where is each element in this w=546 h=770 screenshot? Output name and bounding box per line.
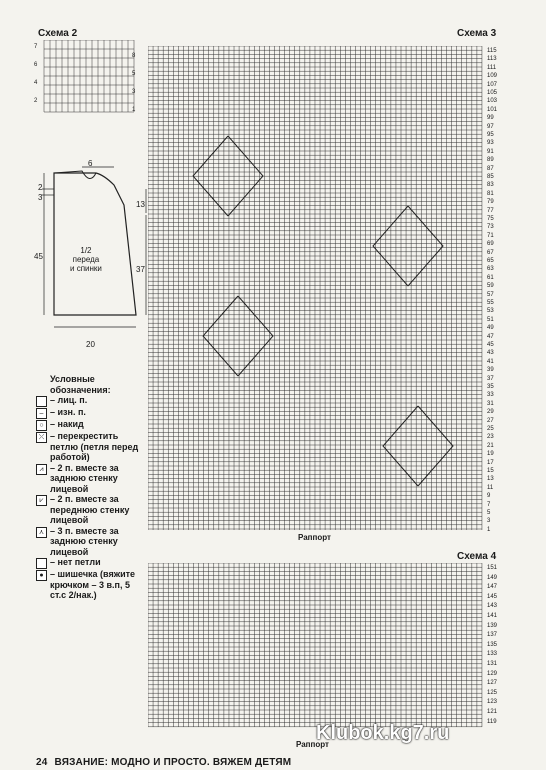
- row-number: 77: [487, 207, 494, 214]
- k2tog-back-icon: ⩘: [36, 464, 47, 475]
- row-number: 17: [487, 459, 494, 466]
- row-number: 107: [487, 81, 498, 88]
- row-number: 1: [487, 526, 491, 533]
- row-number: 8: [132, 53, 136, 59]
- legend-item-label: – перекрестить петлю (петля перед работой): [50, 431, 139, 462]
- row-number: 103: [487, 98, 498, 105]
- row-number: 81: [487, 190, 494, 197]
- grid-lines: [148, 563, 482, 727]
- no-stitch-icon: [36, 558, 47, 569]
- row-number: 133: [487, 651, 498, 658]
- scheme3-motifs: [193, 136, 453, 486]
- row-number: 27: [487, 417, 494, 424]
- pattern-h-right-top: 13: [136, 200, 145, 209]
- legend-item-label: – 2 п. вместе за заднюю стенку лицевой: [50, 462, 119, 494]
- grid-lines: [148, 46, 482, 530]
- row-number: 125: [487, 689, 498, 696]
- legend-item-label: – 2 п. вместе за переднюю стенку лицевой: [50, 494, 130, 525]
- pattern-width-top: 6: [88, 159, 93, 168]
- yarnover-symbol-icon: ○: [36, 420, 47, 431]
- row-number: 59: [487, 283, 494, 290]
- row-number: 111: [487, 64, 497, 71]
- row-number: 33: [487, 392, 494, 399]
- pattern-h-left: 45: [34, 252, 43, 261]
- row-number: 137: [487, 632, 498, 639]
- legend-item-label: – 3 п. вместе за заднюю стенку лицевой: [50, 525, 119, 557]
- row-number: 123: [487, 699, 498, 706]
- row-number: 21: [487, 442, 494, 449]
- row-number: 35: [487, 384, 494, 390]
- scheme4-grid: [148, 563, 486, 731]
- legend-item-no-stitch: [36, 557, 144, 569]
- purl-symbol-icon: –: [36, 408, 47, 419]
- legend-item-bobble: [36, 569, 144, 601]
- pattern-h-right: 37: [136, 265, 145, 274]
- row-number: 61: [487, 274, 494, 281]
- cross-stitch-icon: ⤫: [36, 432, 47, 443]
- legend-heading: Условные обозначения:: [50, 374, 111, 395]
- row-number: 5: [487, 510, 491, 516]
- row-number: 39: [487, 367, 494, 374]
- row-number: 93: [487, 140, 494, 147]
- row-number: 143: [487, 603, 498, 610]
- row-number: 4: [34, 80, 38, 86]
- row-number: 121: [487, 709, 498, 715]
- row-number: 11: [487, 484, 494, 491]
- row-number: 49: [487, 325, 494, 332]
- legend-item-k2tog-front: [36, 494, 144, 526]
- row-number: 47: [487, 333, 494, 340]
- row-number: 127: [487, 680, 498, 687]
- legend-item-label: – шишечка (вяжите крючком – 3 в.п, 5 ст.с 2/нак.): [50, 569, 136, 600]
- scheme4-title: Схема 4: [457, 551, 497, 562]
- page-number: 24: [36, 757, 48, 768]
- row-number: 105: [487, 90, 498, 96]
- row-number: 53: [487, 308, 494, 315]
- row-number: 67: [487, 249, 494, 256]
- knit-symbol-icon: [36, 396, 47, 407]
- legend-item-label: – изн. п.: [50, 407, 86, 417]
- row-number: 65: [487, 258, 494, 264]
- row-number: 73: [487, 224, 494, 231]
- row-number: 5: [132, 71, 136, 77]
- footer-text: ВЯЗАНИЕ: МОДНО И ПРОСТО. ВЯЖЕМ ДЕТЯМ: [54, 757, 292, 768]
- pattern-label-line1: 1/2: [80, 246, 92, 255]
- legend-item-label: – нет петли: [50, 557, 101, 567]
- row-number: 97: [487, 123, 494, 130]
- row-number: 95: [487, 132, 494, 138]
- row-number: 31: [487, 400, 494, 407]
- row-number: 15: [487, 468, 494, 474]
- pattern-width-bottom: 20: [86, 340, 95, 349]
- row-number: 145: [487, 593, 498, 600]
- row-number: 141: [487, 613, 498, 619]
- row-number: 149: [487, 574, 498, 581]
- pattern-h-b: 3: [38, 193, 43, 202]
- row-number: 91: [487, 148, 494, 155]
- row-number: 101: [487, 106, 498, 113]
- row-number: 139: [487, 622, 498, 629]
- row-number: 25: [487, 426, 494, 432]
- row-number: 87: [487, 165, 494, 172]
- legend-item-cross: [36, 431, 144, 463]
- row-number: 41: [487, 358, 494, 365]
- pattern-h-a: 2: [38, 183, 43, 192]
- row-number: 57: [487, 291, 494, 298]
- pattern-label: [70, 246, 102, 273]
- row-number: 51: [487, 316, 494, 323]
- row-number: 3: [132, 89, 136, 95]
- row-number: 6: [34, 62, 38, 68]
- row-number: 129: [487, 670, 498, 677]
- legend-item-purl: [36, 407, 144, 419]
- pattern-label-line2: переда: [72, 255, 100, 264]
- row-number: 85: [487, 174, 494, 180]
- scheme3-rapport: Раппорт: [298, 533, 331, 542]
- row-number: 37: [487, 375, 494, 382]
- row-number: 55: [487, 300, 494, 306]
- row-number: 2: [34, 98, 38, 104]
- row-number: 75: [487, 216, 494, 222]
- legend-item-k3tog: [36, 526, 144, 558]
- k2tog-front-icon: ⩗: [36, 495, 47, 506]
- legend-item-k2tog-back: [36, 463, 144, 495]
- row-number: 151: [487, 565, 498, 571]
- row-number: 71: [487, 232, 494, 239]
- row-number: 3: [487, 518, 491, 525]
- bobble-icon: ●: [36, 570, 47, 581]
- row-number: 147: [487, 584, 498, 591]
- row-number: 7: [487, 501, 491, 508]
- legend-item-label: – лиц. п.: [50, 395, 88, 405]
- row-number: 131: [487, 661, 498, 667]
- scheme4-rapport: Раппорт: [296, 740, 329, 749]
- row-number: 115: [487, 48, 497, 54]
- pattern-label-line3: и спинки: [70, 264, 102, 273]
- row-number: 7: [34, 44, 38, 50]
- row-number: 79: [487, 199, 494, 206]
- row-number: 13: [487, 476, 494, 483]
- row-number: 109: [487, 73, 498, 80]
- row-number: 29: [487, 409, 494, 416]
- row-number: 43: [487, 350, 494, 357]
- scheme4-row-numbers: [487, 563, 517, 731]
- row-number: 89: [487, 157, 494, 164]
- legend-item-knit: [36, 395, 144, 407]
- watermark: Klubok.kg7.ru: [316, 722, 450, 744]
- scheme2-grid: [34, 40, 144, 120]
- row-number: 69: [487, 241, 494, 248]
- footer: [36, 757, 291, 768]
- k3tog-icon: ⋏: [36, 527, 47, 538]
- row-number: 19: [487, 451, 494, 458]
- scheme2-title: Схема 2: [38, 28, 78, 39]
- row-number: 45: [487, 342, 494, 348]
- scheme3-row-numbers: [487, 46, 517, 534]
- row-number: 119: [487, 718, 497, 725]
- row-number: 135: [487, 641, 498, 648]
- row-number: 1: [132, 107, 136, 113]
- row-number: 63: [487, 266, 494, 273]
- scheme3-title: Схема 3: [457, 28, 497, 39]
- row-number: 113: [487, 56, 497, 63]
- scheme3-grid: [148, 46, 486, 534]
- row-number: 23: [487, 434, 494, 441]
- grid-lines: [44, 40, 134, 112]
- row-number: 83: [487, 182, 494, 189]
- row-number: 99: [487, 115, 494, 122]
- legend-item-yarnover: [36, 419, 144, 431]
- legend: [36, 374, 144, 601]
- row-number: 9: [487, 493, 491, 500]
- legend-item-label: – накид: [50, 419, 84, 429]
